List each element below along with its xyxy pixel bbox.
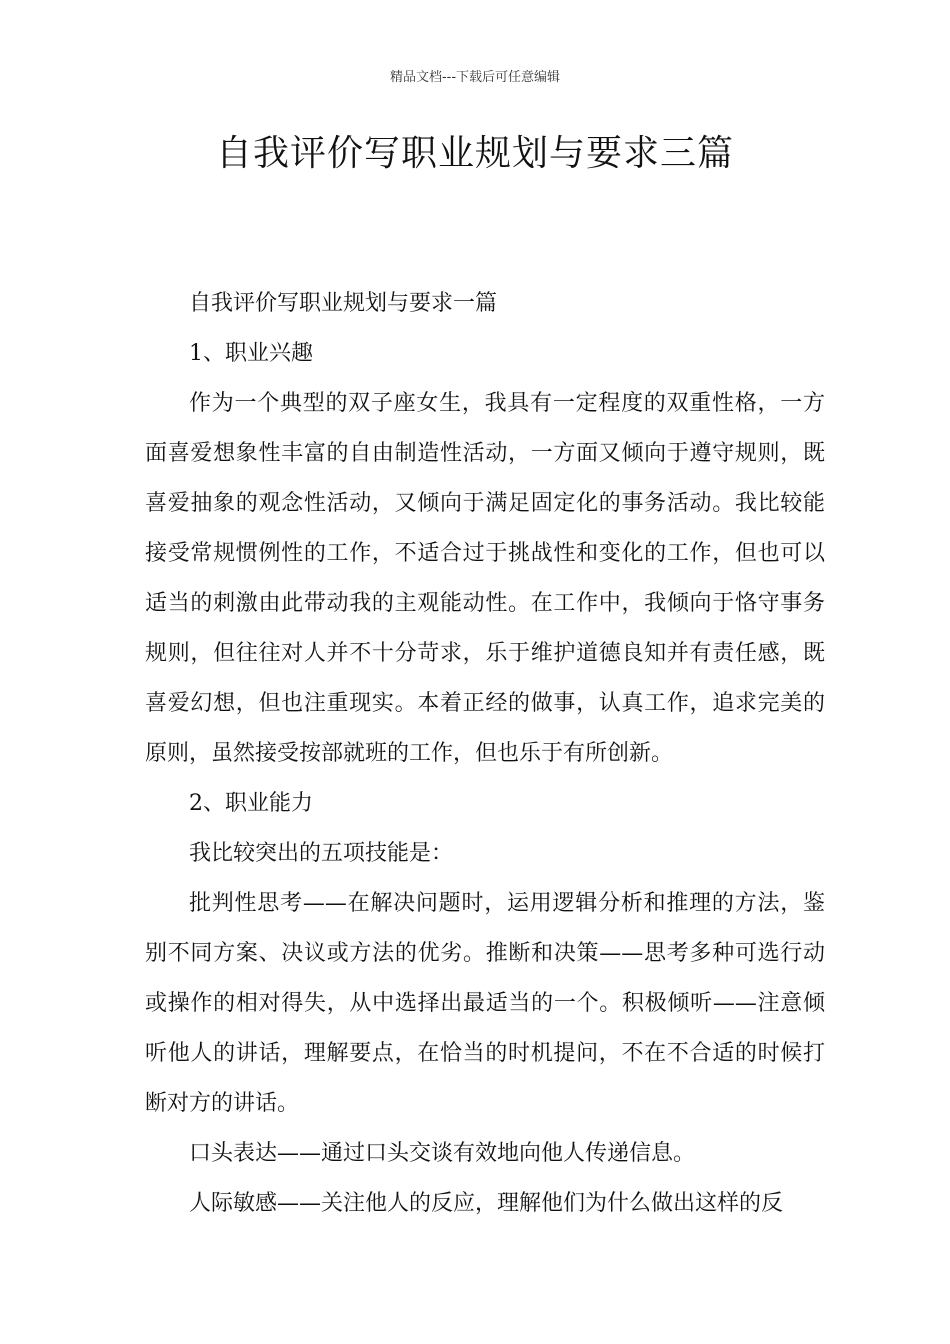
- document-title: 自我评价写职业规划与要求三篇: [215, 133, 734, 174]
- subsection-heading: 1、职业兴趣: [189, 341, 313, 366]
- body-paragraph: 作为一个典型的双子座女生，我具有一定程度的双重性格，一方面喜爱想象性丰富的自由制造性活动，一方面又倾向于遵守规则，既喜爱抽象的观念性活动，又倾向于满足固定化的事务活动。我比较能接受常规惯例性的工作，不适合过于挑战性和变化的工作，但也可以适当的刺激由此带动我的主观能动性。在工作中，我倾向于恪守事务规则，但往往对人并不十分苛求，乐于维护道德良知并有责任感，既喜爱幻想，但也注重现实。本着正经的做事，认真工作，追求完美的原则，虽然接受按部就班的工作，但也乐于有所创新。: [145, 391, 825, 766]
- body-paragraph: 口头表达——通过口头交谈有效地向他人传递信息。: [189, 1141, 696, 1166]
- body-paragraph: 人际敏感——关注他人的反应，理解他们为什么做出这样的反: [189, 1191, 784, 1216]
- body-paragraph: 批判性思考——在解决问题时，运用逻辑分析和推理的方法，鉴别不同方案、决议或方法的优劣。推断和决策——思考多种可选行动或操作的相对得失，从中选择出最适当的一个。积极倾听——注意倾听他人的讲话，理解要点，在恰当的时机提问，不在不合适的时候打断对方的讲话。: [145, 891, 825, 1116]
- document-body: [145, 279, 825, 1229]
- body-paragraph: 我比较突出的五项技能是：: [189, 841, 454, 866]
- header-note: 精品文档---下载后可任意编辑: [389, 70, 561, 85]
- section-heading: 自我评价写职业规划与要求一篇: [189, 291, 498, 316]
- subsection-heading: 2、职业能力: [189, 791, 313, 816]
